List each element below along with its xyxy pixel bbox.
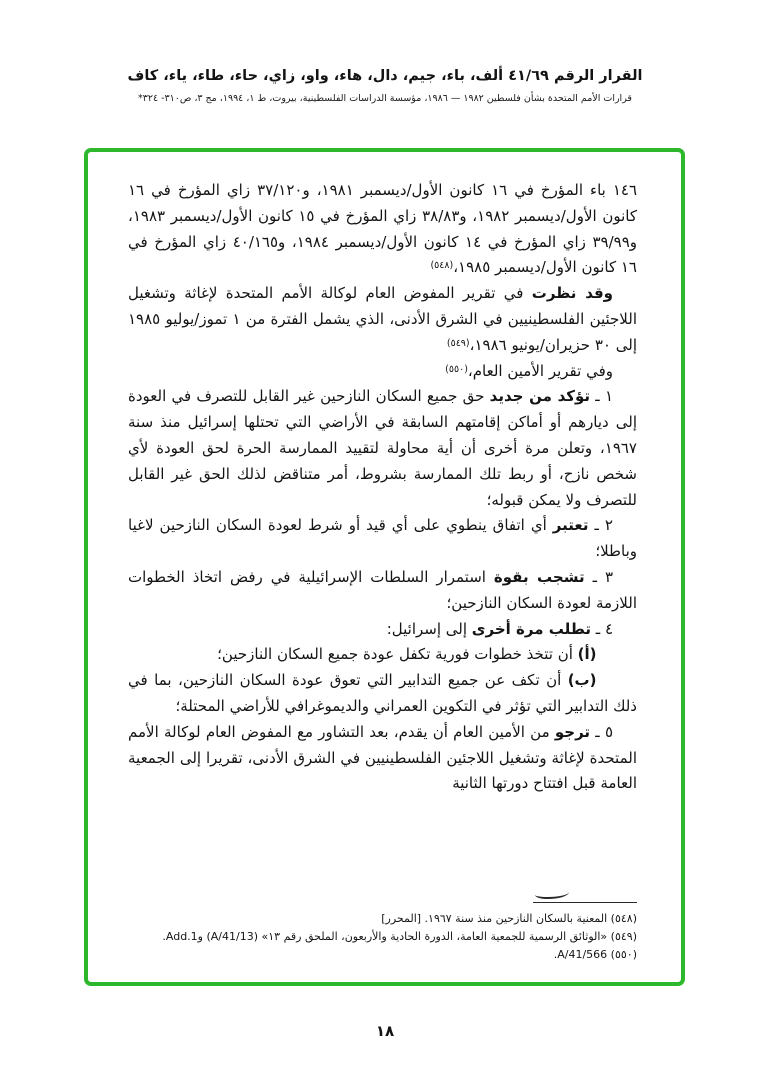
footnote-text: «الوثائق الرسمية للجمعية العامة، الدورة الحادية والأربعون، الملحق رقم ١٣» (A/41/13) وAdd.1. [162,929,611,943]
paragraph-text: أي اتفاق ينطوي على أي قيد أو شرط لعودة السكان النازحين لاغيا وباطلا؛ [128,516,637,561]
paragraph-text: من الأمين العام أن يقدم، بعد التشاور مع المفوض العام لوكالة الأمم المتحدة لإغاثة وتشغيل اللاجئين الفلسطينيين في الشرق الأدنى، تقريرا إلى الجمعية العامة قبل افتتاح دورتها الثانية [128,722,637,793]
document-source-line: قرارات الأمم المتحدة بشأن فلسطين ١٩٨٢ — ١٩٨٦، مؤسسة الدراسات الفلسطينية، بيروت، ط ١، ١٩٩٤، مج ٣، ص٣١٠- ٣٢٤* [138,93,632,104]
paragraph-lead: تؤكد من جديد [489,387,591,406]
footnote-ref: (٥٤٩) [446,337,470,349]
paragraph-lead: ترجو [554,722,591,741]
paragraph-text: أن تتخذ خطوات فورية تكفل عودة جميع السكان النازحين؛ [217,645,578,664]
footnote [128,928,637,946]
body-paragraph [128,359,637,385]
paragraph-text: إلى إسرائيل: [386,619,472,638]
body-paragraph [128,384,637,513]
paragraph-lead: (أ) [577,645,597,664]
body-paragraph [128,281,637,358]
item-number: ٢ ـ [588,516,613,535]
footnote-separator [533,902,637,903]
item-number: ١ ـ [590,387,613,406]
footnote [128,910,637,928]
footnote-marker: (٥٤٩) [610,929,637,943]
document-title: القرار الرقم ٤١/٦٩ ألف، باء، جيم، دال، هاء، واو، زاي، حاء، طاء، ياء، كاف [127,68,643,84]
item-number: ٥ ـ [590,722,613,741]
page-number: ١٨ [375,1022,395,1040]
paragraph-text: في تقرير المفوض العام لوكالة الأمم المتحدة لإغاثة وتشغيل اللاجئين الفلسطينيين في الشرق الأدنى، الذي يشمل الفترة من ١ تموز/يوليو ١٩٨٥ إلى ٣٠ حزيران/يونيو ١٩٨٦، [128,284,637,354]
footnote [128,946,637,964]
paragraph-lead: تشجب بقوة [493,567,585,586]
resolution-text [128,178,637,797]
footnote-ref: (٥٥٠) [445,363,468,375]
footnote-ref: (٥٤٨) [430,260,454,272]
footnote-marker: (٥٥٠) [610,947,637,961]
paragraph-text: وفي تقرير الأمين العام، [467,361,613,380]
footnotes-block [128,888,637,964]
item-number: ٤ ـ [591,619,613,638]
content-frame [84,148,685,986]
handwritten-mark [535,888,569,899]
body-subparagraph [128,642,637,668]
footnote-marker: (٥٤٨) [610,911,637,925]
body-paragraph [128,513,637,565]
paragraph-text: أن تكف عن جميع التدابير التي تعوق عودة السكان النازحين، بما في ذلك التدابير التي تؤثر في التكوين العمراني والديموغرافي للأراضي المحتلة؛ [128,671,637,715]
paragraph-lead: وقد نظرت [531,284,613,303]
paragraph-text: ١٤٦ باء المؤرخ في ١٦ كانون الأول/ديسمبر ١٩٨١، و٣٧/١٢٠ زاي المؤرخ في ١٦ كانون الأول/ديسمبر ١٩٨٢، و٣٨/٨٣ زاي المؤرخ في ١٥ كانون الأول/ديسمبر ١٩٨٣، و٣٩/٩٩ زاي المؤرخ في ١٤ كانون الأول/ديسمبر ١٩٨٤، و٤٠/١٦٥ زاي المؤرخ في ١٦ كانون الأول/ديسمبر ١٩٨٥، [128,181,638,277]
body-subparagraph [128,668,637,720]
paragraph-text: استمرار السلطات الإسرائيلية في رفض اتخاذ الخطوات اللازمة لعودة السكان النازحين؛ [128,567,637,612]
paragraph-lead: (ب) [567,671,597,690]
item-number: ٣ ـ [584,567,613,586]
body-paragraph [128,178,637,281]
paragraph-lead: تعتبر [552,516,589,535]
paragraph-lead: تطلب مرة أخرى [471,619,591,638]
document-header [0,68,770,104]
body-paragraph [128,617,637,643]
footnote-text: A/41/566. [553,947,611,961]
body-paragraph [128,565,637,617]
body-paragraph [128,720,637,797]
footnote-text: المعنية بالسكان النازحين منذ سنة ١٩٦٧. [المحرر] [381,911,611,925]
paragraph-text: حق جميع السكان النازحين غير القابل للتصرف في العودة إلى ديارهم أو أماكن إقامتهم السابقة في الأراضي التي تحتلها إسرائيل منذ سنة ١٩٦٧، وتعلن مرة أخرى أن أية محاولة لتقييد الممارسة الحرة لحق العودة لأي شخص نازح، أو ربط تلك الممارسة بشروط، أمر متناقض لذلك الحق غير القابل للتصرف ولا يمكن قبوله؛ [128,387,637,509]
